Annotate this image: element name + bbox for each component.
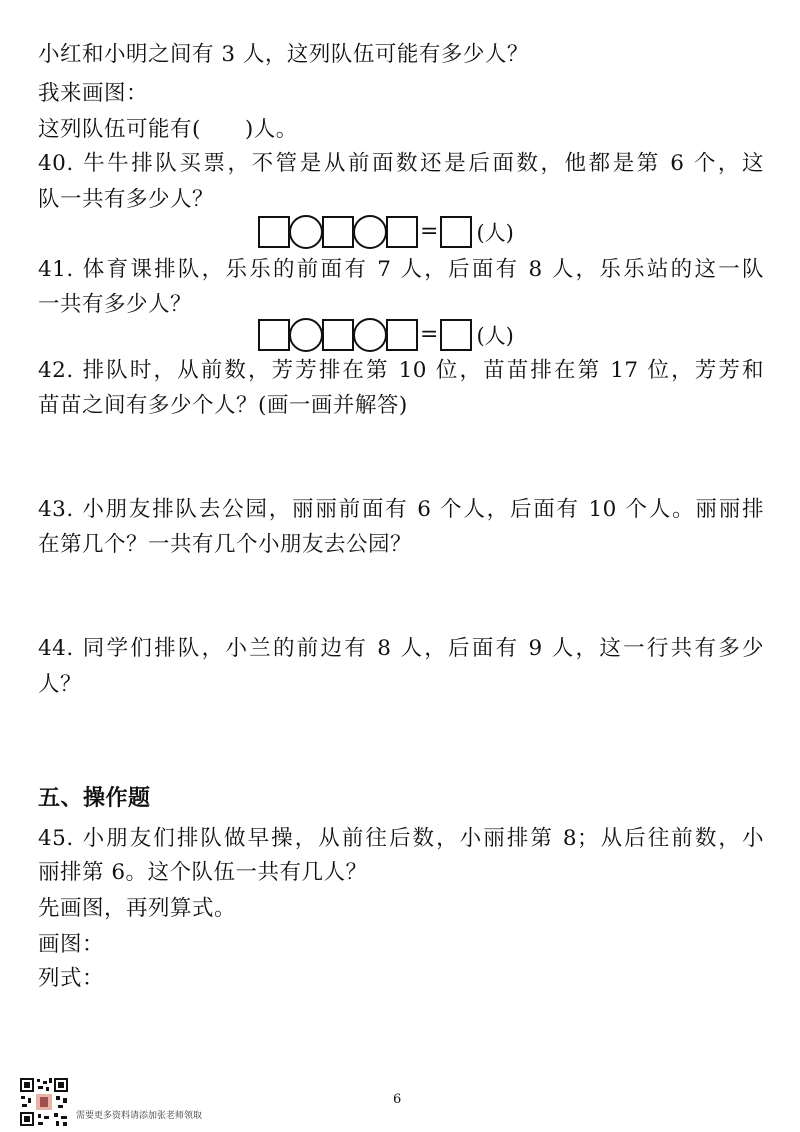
page-number: 6 <box>393 1092 402 1107</box>
result-box[interactable] <box>440 216 472 248</box>
text-line: 小红和小明之间有 3 人，这列队伍可能有多少人？ <box>38 42 529 67</box>
operator-circle[interactable] <box>289 318 323 352</box>
question-40: 40. 牛牛排队买票，不管是从前面数还是后面数，他都是第 6 个，这 <box>38 151 764 176</box>
question-45-cont: 丽排第 6。这个队伍一共有几人？ <box>38 860 368 885</box>
question-45: 45. 小朋友们排队做早操，从前往后数，小丽排第 8；从后往前数，小 <box>38 826 764 851</box>
equals-sign: = <box>420 219 439 244</box>
operator-circle[interactable] <box>289 215 323 249</box>
answer-box[interactable] <box>386 319 418 351</box>
answer-box[interactable] <box>322 319 354 351</box>
question-41-cont: 一共有多少人？ <box>38 292 193 317</box>
answer-box[interactable] <box>258 319 290 351</box>
unit-label: (人) <box>476 324 514 348</box>
draw-label: 画图： <box>38 932 105 957</box>
question-43: 43. 小朋友排队去公园，丽丽前面有 6 个人，后面有 10 个人。丽丽排 <box>38 497 764 522</box>
unit-label: (人) <box>476 221 514 245</box>
result-box[interactable] <box>440 319 472 351</box>
question-43-cont: 在第几个？一共有几个小朋友去公园？ <box>38 532 413 557</box>
text-line: 我来画图： <box>38 81 149 106</box>
section-heading: 五、操作题 <box>38 786 151 811</box>
qr-code-icon <box>18 1076 70 1128</box>
answer-box[interactable] <box>322 216 354 248</box>
question-42-cont: 苗苗之间有多少个人？(画一画并解答) <box>38 393 408 418</box>
operator-circle[interactable] <box>353 215 387 249</box>
answer-box[interactable] <box>258 216 290 248</box>
text-line: 这列队伍可能有( )人。 <box>38 117 298 142</box>
footer-note: 需要更多资料请添加张老师领取 <box>76 1111 203 1121</box>
formula-template-40 <box>258 214 514 250</box>
operator-circle[interactable] <box>353 318 387 352</box>
question-44: 44. 同学们排队，小兰的前边有 8 人，后面有 9 人，这一行共有多少 <box>38 636 764 661</box>
instruction: 先画图，再列算式。 <box>38 896 237 921</box>
question-41: 41. 体育课排队，乐乐的前面有 7 人，后面有 8 人，乐乐站的这一队 <box>38 257 764 282</box>
question-42: 42. 排队时，从前数，芳芳排在第 10 位，苗苗排在第 17 位，芳芳和 <box>38 358 764 383</box>
answer-box[interactable] <box>386 216 418 248</box>
equation-label: 列式： <box>38 966 105 991</box>
question-40-cont: 队一共有多少人？ <box>38 187 215 212</box>
equals-sign: = <box>420 322 439 347</box>
question-44-cont: 人？ <box>38 672 83 697</box>
formula-template-41 <box>258 317 514 353</box>
